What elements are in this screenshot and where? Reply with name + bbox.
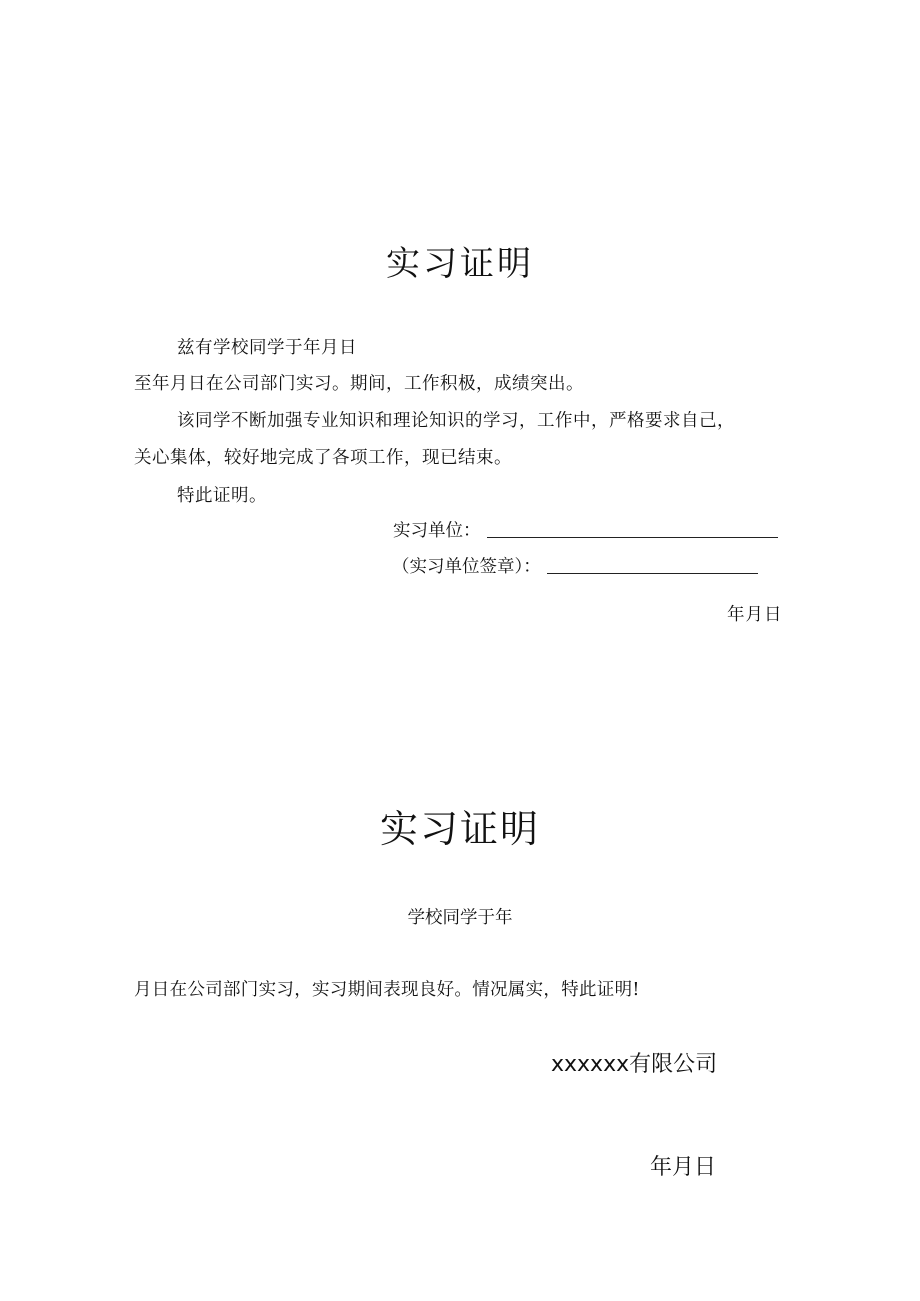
certificate-2-date: 年月日 <box>650 1155 717 1180</box>
internship-unit-field <box>393 517 778 542</box>
certificate-2-company: xxxxxx有限公司 <box>551 1052 718 1077</box>
certificate-1-line-4: 关心集体，较好地完成了各项工作，现已结束。 <box>134 448 512 468</box>
internship-unit-blank <box>487 536 778 538</box>
certificate-1-line-3: 该同学不断加强专业知识和理论知识的学习，工作中，严格要求自己， <box>177 411 735 431</box>
unit-seal-field <box>392 553 758 578</box>
certificate-1-line-2: 至年月日在公司部门实习。期间，工作积极，成绩突出。 <box>134 374 584 394</box>
unit-seal-blank <box>547 572 758 574</box>
certificate-2-body: 月日在公司部门实习，实习期间表现良好。情况属实，特此证明! <box>134 980 640 1000</box>
certificate-1-line-5: 特此证明。 <box>177 486 267 506</box>
internship-unit-label: 实习单位： <box>393 521 481 541</box>
certificate-1-line-1: 兹有学校同学于年月日 <box>177 338 357 358</box>
certificate-2-intro: 学校同学于年 <box>407 908 513 928</box>
certificate-1-title: 实习证明 <box>386 244 534 284</box>
certificate-2-title: 实习证明 <box>379 807 540 851</box>
certificate-1-date: 年月日 <box>727 605 783 625</box>
unit-seal-label: （实习单位签章）： <box>392 557 541 577</box>
